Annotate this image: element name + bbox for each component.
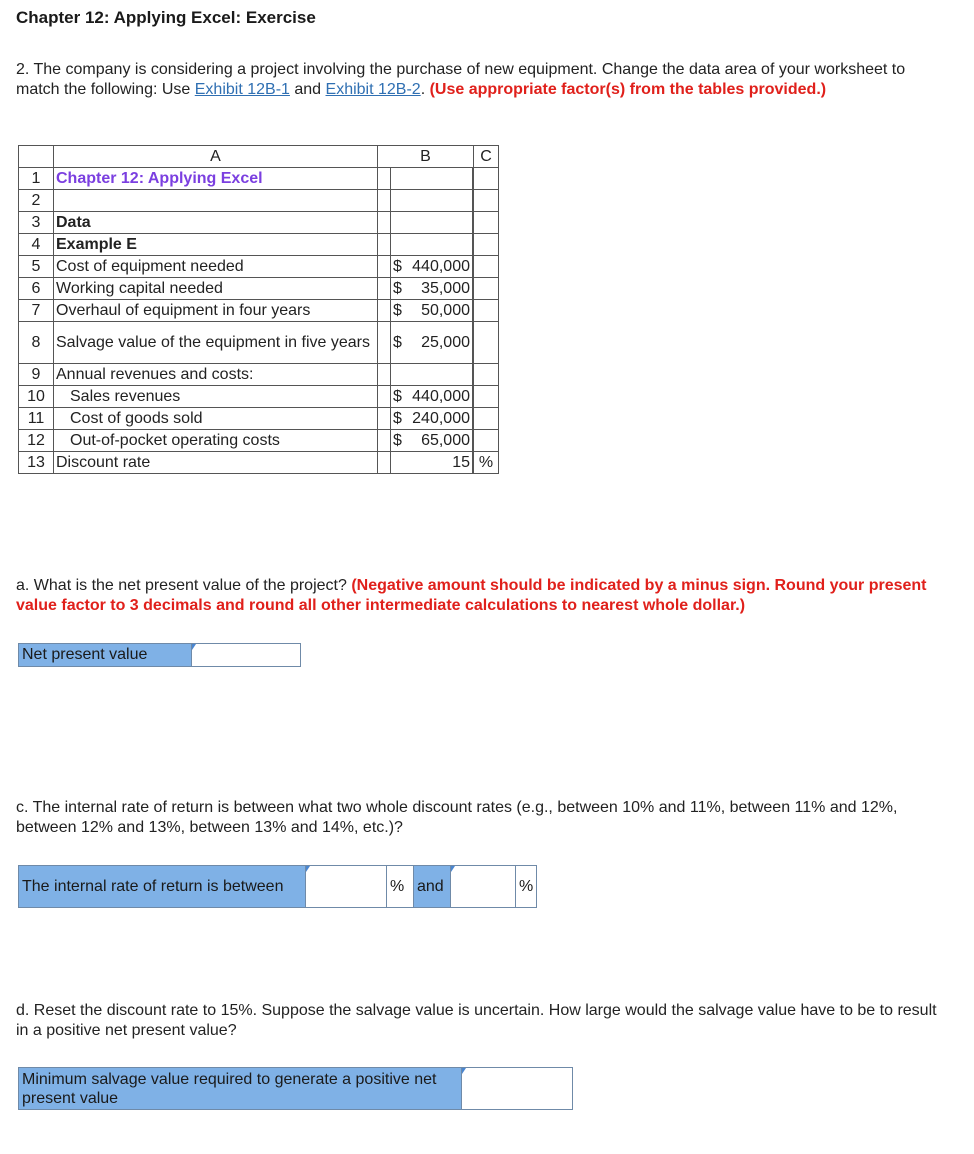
question-a-prompt: a. What is the net present value of the project?	[16, 577, 352, 594]
cell-c[interactable]	[474, 168, 499, 190]
row-number: 13	[19, 452, 54, 474]
irr-upper-cell	[451, 866, 516, 908]
spreadsheet	[18, 145, 499, 474]
cell-a[interactable]: Cost of goods sold	[54, 408, 378, 430]
cell-b[interactable]	[378, 190, 474, 212]
cell-c[interactable]	[474, 300, 499, 322]
cell-b-value	[390, 322, 473, 363]
cell-b-number: 65,000	[421, 431, 470, 449]
row-number: 9	[19, 364, 54, 386]
cell-c[interactable]	[474, 430, 499, 452]
cell-b-value	[390, 386, 473, 407]
cell-b-number: 15	[452, 453, 470, 471]
cell-b-number: 25,000	[421, 333, 470, 351]
row-number: 10	[19, 386, 54, 408]
cell-b[interactable]	[378, 364, 474, 386]
cell-b-value	[390, 168, 473, 189]
currency-symbol: $	[393, 409, 402, 427]
intro-and: and	[289, 81, 326, 98]
intro-instruction: (Use appropriate factor(s) from the tables provided.)	[429, 81, 827, 98]
question-c-text: c. The internal rate of return is between what two whole discount rates (e.g., between 10% and 11%, between 11% and 12%, between 12% and 13%, between 13% and 14%, etc.)?	[16, 799, 898, 836]
cell-b-value	[390, 212, 473, 233]
cell-a[interactable]: Annual revenues and costs:	[54, 364, 378, 386]
irr-and: and	[414, 866, 451, 908]
cell-c[interactable]	[474, 364, 499, 386]
cell-b-value	[390, 430, 473, 451]
cell-c[interactable]	[474, 386, 499, 408]
irr-lower-input[interactable]	[309, 866, 383, 907]
col-header-a: A	[54, 146, 378, 168]
salvage-input-cell	[462, 1068, 573, 1110]
sheet-row	[19, 168, 499, 190]
cell-b-number: 440,000	[412, 257, 470, 275]
cell-b[interactable]	[378, 278, 474, 300]
cell-b[interactable]	[378, 386, 474, 408]
cell-b-value	[390, 408, 473, 429]
salvage-answer-row	[18, 1067, 573, 1110]
question-a-instruction: (Negative amount should be indicated by a minus sign. Round your present value factor to 3 decimals and round all other intermediate calculations to nearest whole dollar.)	[16, 577, 927, 614]
row-number: 6	[19, 278, 54, 300]
cell-b-value	[390, 300, 473, 321]
cell-c[interactable]	[474, 234, 499, 256]
cell-b-value	[390, 364, 473, 385]
cell-a[interactable]: Working capital needed	[54, 278, 378, 300]
cell-b-number: 35,000	[421, 279, 470, 297]
cell-a[interactable]: Discount rate	[54, 452, 378, 474]
intro-period: .	[420, 81, 430, 98]
sheet-row	[19, 386, 499, 408]
cell-b-number: 240,000	[412, 409, 470, 427]
cell-b[interactable]	[378, 408, 474, 430]
cell-a[interactable]: Out-of-pocket operating costs	[54, 430, 378, 452]
cell-a[interactable]: Data	[54, 212, 378, 234]
cell-b-number: 440,000	[412, 387, 470, 405]
intro-paragraph	[16, 60, 946, 100]
cell-c[interactable]	[474, 256, 499, 278]
cell-b[interactable]	[378, 452, 474, 474]
cell-a[interactable]: Cost of equipment needed	[54, 256, 378, 278]
row-number: 8	[19, 322, 54, 364]
cell-b-value	[390, 278, 473, 299]
cell-b-value	[390, 452, 473, 473]
sheet-row	[19, 300, 499, 322]
currency-symbol: $	[393, 279, 402, 297]
currency-symbol: $	[393, 387, 402, 405]
sheet-row	[19, 322, 499, 364]
currency-symbol: $	[393, 301, 402, 319]
row-number: 2	[19, 190, 54, 212]
sheet-row	[19, 408, 499, 430]
exhibit-12b-1-link[interactable]: Exhibit 12B-1	[194, 81, 290, 98]
page-title: Chapter 12: Applying Excel: Exercise	[16, 8, 316, 27]
irr-lower-cell	[306, 866, 387, 908]
cell-c[interactable]	[474, 278, 499, 300]
cell-c[interactable]	[474, 408, 499, 430]
irr-upper-input[interactable]	[454, 866, 512, 907]
cell-c[interactable]: %	[474, 452, 499, 474]
cell-b[interactable]	[378, 300, 474, 322]
irr-pct-2: %	[516, 866, 537, 908]
cell-b[interactable]	[378, 322, 474, 364]
row-number: 11	[19, 408, 54, 430]
cell-b[interactable]	[378, 234, 474, 256]
sheet-row	[19, 364, 499, 386]
sheet-row	[19, 430, 499, 452]
npv-input[interactable]	[195, 644, 297, 666]
question-d-text: d. Reset the discount rate to 15%. Suppose the salvage value is uncertain. How large would the salvage value have to be to result in a positive net present value?	[16, 1002, 937, 1039]
cell-a[interactable]: Salvage value of the equipment in five years	[54, 322, 378, 364]
cell-b[interactable]	[378, 212, 474, 234]
row-number: 7	[19, 300, 54, 322]
cell-b-value	[390, 256, 473, 277]
sheet-row	[19, 278, 499, 300]
corner-cell	[19, 146, 54, 168]
cell-b-number: 50,000	[421, 301, 470, 319]
salvage-input[interactable]	[465, 1068, 569, 1109]
col-header-c: C	[474, 146, 499, 168]
cell-c[interactable]	[474, 190, 499, 212]
irr-answer-row	[18, 865, 537, 908]
irr-label: The internal rate of return is between	[19, 866, 306, 908]
col-header-b: B	[378, 146, 474, 168]
cell-c[interactable]	[474, 212, 499, 234]
cell-a[interactable]	[54, 190, 378, 212]
row-number: 5	[19, 256, 54, 278]
sheet-row	[19, 234, 499, 256]
currency-symbol: $	[393, 431, 402, 449]
row-number: 12	[19, 430, 54, 452]
sheet-row	[19, 190, 499, 212]
sheet-row	[19, 452, 499, 474]
cell-a[interactable]: Sales revenues	[54, 386, 378, 408]
npv-answer-row	[18, 643, 301, 667]
npv-label: Net present value	[19, 644, 192, 667]
cell-a[interactable]: Example E	[54, 234, 378, 256]
intro-text: 2. The company is considering a project involving the purchase of new equipment. Change the data area of your worksheet to match the following: Use	[16, 61, 906, 98]
cell-a[interactable]: Chapter 12: Applying Excel	[54, 168, 378, 190]
irr-pct-1: %	[387, 866, 414, 908]
question-a-text	[16, 576, 956, 616]
row-number: 3	[19, 212, 54, 234]
cell-b[interactable]	[378, 430, 474, 452]
cell-b[interactable]	[378, 256, 474, 278]
row-number: 1	[19, 168, 54, 190]
cell-c[interactable]	[474, 322, 499, 364]
sheet-row	[19, 256, 499, 278]
npv-input-cell	[192, 644, 301, 667]
cell-b-value	[390, 234, 473, 255]
cell-b-value	[390, 190, 473, 211]
sheet-row	[19, 212, 499, 234]
salvage-label: Minimum salvage value required to generate a positive net present value	[19, 1068, 462, 1110]
cell-a[interactable]: Overhaul of equipment in four years	[54, 300, 378, 322]
currency-symbol: $	[393, 257, 402, 275]
row-number: 4	[19, 234, 54, 256]
currency-symbol: $	[393, 333, 402, 351]
cell-b[interactable]	[378, 168, 474, 190]
exhibit-12b-2-link[interactable]: Exhibit 12B-2	[325, 81, 421, 98]
